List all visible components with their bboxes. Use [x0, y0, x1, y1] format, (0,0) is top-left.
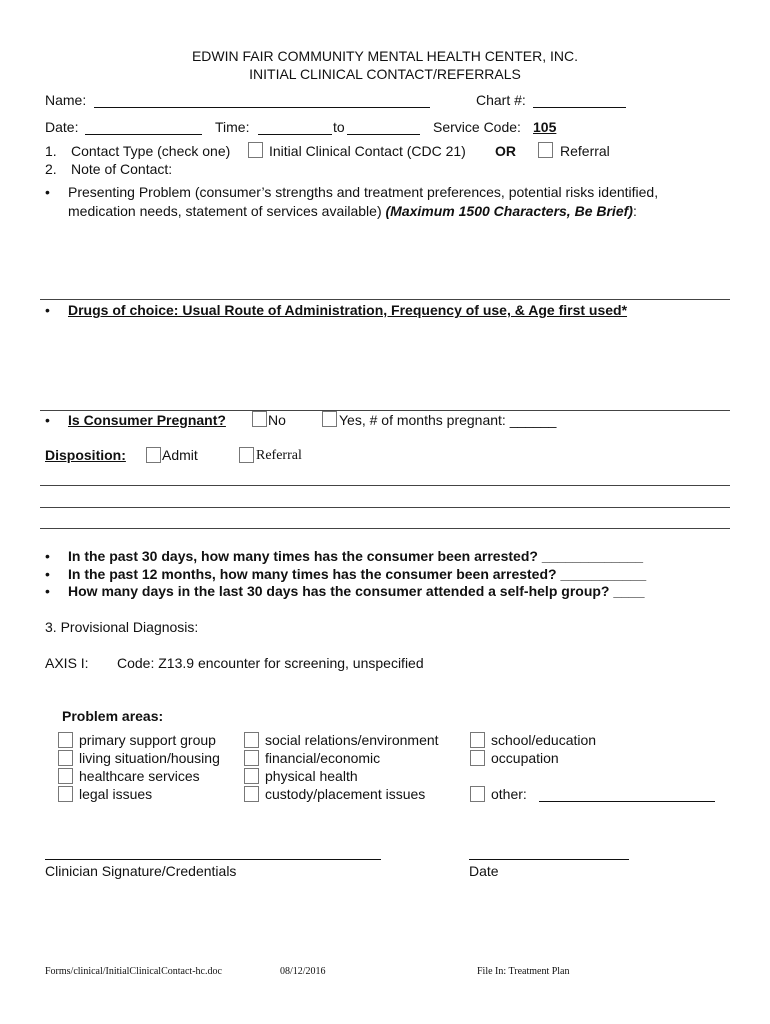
divider: [40, 528, 730, 529]
occupation-label: occupation: [491, 750, 559, 766]
financial-economic-checkbox[interactable]: [244, 750, 259, 766]
pregnant-label: Is Consumer Pregnant?: [68, 412, 226, 428]
living-situation-checkbox[interactable]: [58, 750, 73, 766]
presenting-problem-text: medication needs, statement of services available): [68, 203, 382, 219]
item2-number: 2.: [45, 161, 57, 177]
disposition-referral-checkbox[interactable]: [239, 447, 254, 463]
problem-areas-title: Problem areas:: [62, 708, 164, 724]
arrested-12-months-question: In the past 12 months, how many times has the consumer been arrested? ___________: [68, 566, 647, 582]
clinician-signature-line[interactable]: [45, 845, 381, 860]
school-education-checkbox[interactable]: [470, 732, 485, 748]
divider: [40, 299, 730, 300]
self-help-question: How many days in the last 30 days has the consumer attended a self-help group? ____: [68, 583, 645, 599]
service-code-label: Service Code:: [433, 119, 521, 135]
contact-type-label: Contact Type (check one): [71, 143, 231, 159]
provisional-diagnosis-label: 3. Provisional Diagnosis:: [45, 619, 199, 635]
bullet-icon: •: [45, 548, 50, 564]
social-relations-label: social relations/environment: [265, 732, 439, 748]
divider: [40, 507, 730, 508]
pregnant-no-checkbox[interactable]: [252, 411, 267, 427]
footer-date: 08/12/2016: [280, 966, 326, 977]
footer-file-path: Forms/clinical/InitialClinicalContact-hc.doc: [45, 966, 222, 977]
footer-file-in: File In: Treatment Plan: [477, 966, 570, 977]
divider: [40, 410, 730, 411]
date-field[interactable]: [85, 121, 202, 135]
disposition-referral-label: Referral: [256, 448, 302, 463]
admit-checkbox[interactable]: [146, 447, 161, 463]
bullet-icon: •: [45, 566, 50, 582]
presenting-problem-colon: :: [632, 203, 637, 219]
service-code-value: 105: [533, 119, 557, 135]
item1-number: 1.: [45, 143, 57, 159]
date-label: Date:: [45, 119, 79, 135]
bullet-icon: •: [45, 184, 50, 200]
legal-issues-label: legal issues: [79, 786, 153, 802]
referral-contact-checkbox[interactable]: [538, 142, 553, 158]
living-situation-label: living situation/housing: [79, 750, 220, 766]
note-of-contact-label: Note of Contact:: [71, 161, 173, 177]
form-title: INITIAL CLINICAL CONTACT/REFERRALS: [249, 66, 521, 82]
healthcare-services-checkbox[interactable]: [58, 768, 73, 784]
org-title: EDWIN FAIR COMMUNITY MENTAL HEALTH CENTER, INC.: [191, 48, 579, 64]
drugs-of-choice-area[interactable]: [40, 322, 730, 408]
initial-contact-checkbox[interactable]: [248, 142, 263, 158]
custody-placement-label: custody/placement issues: [265, 786, 426, 802]
bullet-icon: •: [45, 412, 50, 428]
bullet-icon: •: [45, 583, 50, 599]
school-education-label: school/education: [491, 732, 597, 748]
pregnant-yes-label: Yes, # of months pregnant: ______: [339, 412, 557, 428]
occupation-checkbox[interactable]: [470, 750, 485, 766]
divider: [40, 485, 730, 486]
time-to-label: to: [333, 119, 345, 135]
pregnant-no-label: No: [268, 412, 286, 428]
clinician-signature-label: Clinician Signature/Credentials: [45, 863, 237, 879]
time-label: Time:: [215, 119, 250, 135]
presenting-problem-area[interactable]: [40, 222, 730, 298]
primary-support-checkbox[interactable]: [58, 732, 73, 748]
initial-contact-label: Initial Clinical Contact (CDC 21): [269, 143, 466, 159]
physical-health-checkbox[interactable]: [244, 768, 259, 784]
or-label: OR: [495, 143, 516, 159]
bullet-icon: •: [45, 302, 50, 318]
axis-label: AXIS I:: [45, 655, 89, 671]
name-label: Name:: [45, 92, 87, 108]
pregnant-yes-checkbox[interactable]: [322, 411, 337, 427]
diagnosis-code: Code: Z13.9 encounter for screening, unspecified: [117, 655, 424, 671]
other-field[interactable]: [539, 788, 715, 802]
primary-support-label: primary support group: [79, 732, 216, 748]
legal-issues-checkbox[interactable]: [58, 786, 73, 802]
arrested-30-days-question: In the past 30 days, how many times has the consumer been arrested? _____________: [68, 548, 644, 564]
time-end-field[interactable]: [347, 121, 420, 135]
name-field[interactable]: [94, 94, 430, 108]
healthcare-services-label: healthcare services: [79, 768, 200, 784]
admit-label: Admit: [162, 447, 198, 463]
physical-health-label: physical health: [265, 768, 358, 784]
financial-economic-label: financial/economic: [265, 750, 381, 766]
time-start-field[interactable]: [258, 121, 332, 135]
disposition-label: Disposition:: [45, 447, 126, 463]
custody-placement-checkbox[interactable]: [244, 786, 259, 802]
presenting-problem-line1: Presenting Problem (consumer’s strengths and treatment preferences, potential risks identified,: [68, 184, 659, 200]
drugs-of-choice-label: Drugs of choice: Usual Route of Administration, Frequency of use, & Age first used*: [68, 302, 628, 318]
presenting-problem-line2: [68, 203, 637, 220]
referral-contact-label: Referral: [560, 143, 610, 159]
chart-label: Chart #:: [476, 92, 526, 108]
signature-date-line[interactable]: [469, 845, 629, 860]
social-relations-checkbox[interactable]: [244, 732, 259, 748]
chart-field[interactable]: [533, 94, 626, 108]
other-checkbox[interactable]: [470, 786, 485, 802]
other-label: other:: [491, 786, 527, 802]
presenting-problem-limit: (Maximum 1500 Characters, Be Brief): [385, 203, 633, 219]
signature-date-label: Date: [469, 863, 499, 879]
